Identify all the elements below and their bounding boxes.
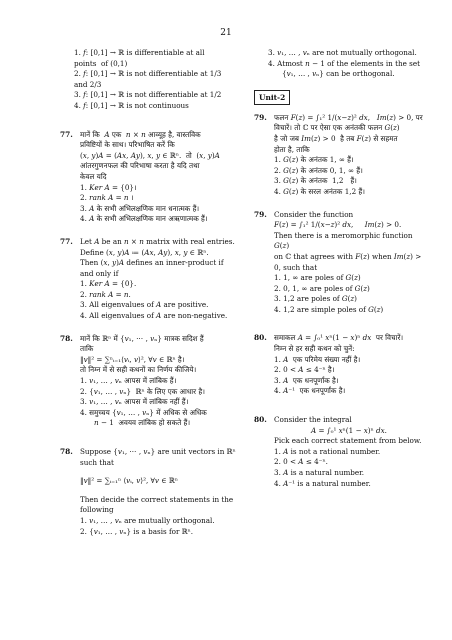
question-text: निम्न से हर सही कथन को चुनें: xyxy=(274,344,355,354)
question-number: 77. xyxy=(60,236,73,246)
question-80-hindi xyxy=(254,333,424,397)
question-text: 0, such that xyxy=(274,262,318,272)
formula: 𝐴 = ∫₀¹ 𝑥ⁿ(1 − 𝑥)ⁿ 𝑑𝑥. xyxy=(311,425,387,435)
question-number: 80. xyxy=(254,333,267,343)
option: 4. 𝐴 के सभी अभिलक्षणिक मान अऋणात्मक हैं। xyxy=(80,214,208,224)
question-text: होता है, ताकि xyxy=(274,144,310,154)
question-text: विचारें। तो ℂ पर ऐसा एक अनंतकी फलन 𝐺(𝑧) xyxy=(274,123,400,133)
option: 3. 𝑣₁, … , 𝑣ₙ आपस में लांबिक नहीं हैं। xyxy=(80,397,189,407)
option: 1. 1, ∞ are poles of 𝐺(𝑧) xyxy=(274,273,361,283)
formula: ‖𝑣‖² = ∑ᵢ₌₁ⁿ ⟨𝑣ᵢ, 𝑣⟩², ∀𝑣 ∈ ℝⁿ xyxy=(80,476,178,486)
question-78-english xyxy=(60,447,238,537)
question-text: such that xyxy=(80,457,114,467)
question-text: फलन 𝐹(𝑧) = ∫₁² 1/(𝑥−𝑧)² 𝑑𝑥, 𝐼𝑚(𝑧) > 0, पर xyxy=(274,112,423,122)
option: points of (0,1) xyxy=(74,58,128,68)
option: 3. All eigenvalues of 𝐴 are positive. xyxy=(80,300,209,310)
option: 1. 𝐴 is not a rational number. xyxy=(274,446,381,456)
question-79-hindi xyxy=(254,113,424,198)
option: 1. 𝑣₁, … , 𝑣ₙ आपस में लांबिक हैं। xyxy=(80,376,177,386)
option: 2. 0 < 𝐴 ≤ 4⁻ⁿ है। xyxy=(274,365,335,375)
option: 1. 𝐺(𝑧) के अनंतक 1, ∞ हैं। xyxy=(274,155,354,165)
question-text: Consider the function xyxy=(274,209,354,219)
option: 4. समुच्चय {𝑣₁, … , 𝑣ₙ} में अधिक से अधिक xyxy=(80,407,207,417)
option: 2. 𝐺(𝑧) के अनंतक 0, 1, ∞ हैं। xyxy=(274,165,363,175)
formula: ‖𝑣‖² = ∑ⁿᵢ₌₁⟨𝑣ᵢ, 𝑣⟩², ∀𝑣 ∈ ℝⁿ है। xyxy=(80,354,185,364)
question-text: (𝑥, 𝑦)𝐴 = (𝐴𝑥, 𝐴𝑦), 𝑥, 𝑦 ∈ ℝⁿ. तो (𝑥, 𝑦)𝐴 xyxy=(80,150,220,160)
question-text: Then there is a meromorphic function 𝐺(𝑧) xyxy=(274,230,415,251)
question-text: and only if xyxy=(80,268,119,278)
question-text: मानें कि 𝐴 एक 𝑛 × 𝑛 आव्यूह है, वास्तविक xyxy=(80,129,201,139)
question-text: समाकल 𝐴 = ∫₀¹ 𝑥ⁿ(1 − 𝑥)ⁿ 𝑑𝑥 पर विचारें। xyxy=(274,333,404,343)
question-text: Define (𝑥, 𝑦)𝐴 ≔ (𝐴𝑥, 𝐴𝑦), 𝑥, 𝑦 ∈ ℝⁿ. xyxy=(80,247,209,257)
option: 3. 𝐺(𝑧) के अनंतक 1,2 हैं। xyxy=(274,176,357,186)
option: 2. 0, 1, ∞ are poles of 𝐺(𝑧) xyxy=(274,283,370,293)
option: 3. 1,2 are poles of 𝐺(𝑧) xyxy=(274,294,357,304)
page-number: 21 xyxy=(220,28,232,38)
question-text: Then decide the correct statements in the xyxy=(80,494,234,504)
question-text: मानें कि ℝⁿ में {𝑣₁, ⋯ , 𝑣ₙ} मात्रक सदिश हैं xyxy=(80,333,204,343)
question-text: आंतरगुणनफल की परिभाषा करता है यदि तथा xyxy=(80,161,200,171)
question-text: Pick each correct statement from below. xyxy=(274,436,422,446)
left-column xyxy=(60,48,238,537)
option: 4. 𝐺(𝑧) के सरल अनंतक 1,2 हैं। xyxy=(274,186,365,196)
question-77-hindi xyxy=(60,130,238,225)
question-text: Suppose {𝑣₁, ⋯ , 𝑣ₙ} are unit vectors in ℝⁿ xyxy=(80,447,236,456)
option: 1. 𝐾𝑒𝑟 𝐴 = {0}। xyxy=(80,182,137,192)
prev-question-options xyxy=(60,48,238,112)
option: 4. 1,2 are simple poles of 𝐺(𝑧) xyxy=(274,304,384,314)
question-text: on ℂ that agrees with 𝐹(𝑧) when 𝐼𝑚(𝑧) > xyxy=(274,251,422,261)
option: 3. 𝑓: [0,1] → ℝ is not differentiable at 1/2 xyxy=(74,90,222,100)
option: 1. 𝐾𝑒𝑟 𝐴 = {0}. xyxy=(80,279,137,289)
option: 4. 𝑓: [0,1] → ℝ is not continuous xyxy=(74,100,189,110)
question-number: 78. xyxy=(60,333,73,343)
option: 4. 𝐴⁻¹ is a natural number. xyxy=(274,478,371,488)
option: 2. 0 < 𝐴 ≤ 4⁻ⁿ. xyxy=(274,457,328,467)
question-number: 78. xyxy=(60,447,73,456)
question-text: Consider the integral xyxy=(274,415,352,425)
option: 3. 𝐴 के सभी अभिलक्षणिक मान धनात्मक हैं। xyxy=(80,203,200,213)
option: 3. 𝐴 is a natural number. xyxy=(274,468,365,477)
unit-heading: Unit-2 xyxy=(254,90,290,105)
question-text: तो निम्न में से सही कथनों का निर्णय कीजिये। xyxy=(80,365,197,375)
question-80-english xyxy=(254,415,424,489)
question-78-hindi xyxy=(60,334,238,429)
question-number: 79. xyxy=(254,112,267,122)
question-77-english xyxy=(60,237,238,322)
question-number: 80. xyxy=(254,415,267,425)
right-column xyxy=(254,48,424,489)
question-text: Let 𝐴 be an 𝑛 × 𝑛 matrix with real entries. xyxy=(80,236,235,246)
formula: 𝐹(𝑧) = ∫₁² 1/(𝑥−𝑧)² 𝑑𝑥, 𝐼𝑚(𝑧) > 0. xyxy=(274,220,402,230)
option: 3. 𝐴 एक धनपूर्णांक है। xyxy=(274,375,339,385)
question-text: Then (𝑥, 𝑦)𝐴 defines an inner-product if xyxy=(80,258,224,268)
question-79-english xyxy=(254,210,424,316)
option: 1. 𝑣₁, … , 𝑣ₙ are mutually orthogonal. xyxy=(80,515,215,525)
option: 2. {𝑣₁, … , 𝑣ₙ} is a basis for ℝⁿ. xyxy=(80,526,194,536)
question-text: है जो जब 𝐼𝑚(𝑧) > 0 है तब 𝐹(𝑧) से सहमत xyxy=(274,133,398,143)
option: 3. 𝑣₁, … , 𝑣ₙ are not mutually orthogonal. xyxy=(268,48,417,57)
option: 4. 𝐴⁻¹ एक धनपूर्णांक है। xyxy=(274,386,346,396)
question-number: 79. xyxy=(254,209,267,219)
question-text: ताकि xyxy=(80,344,94,354)
option: and 2/3 xyxy=(74,79,102,89)
question-text: प्रविष्टियों के साथ। परिभाषित करें कि xyxy=(80,140,175,150)
option: 2. 𝑟𝑎𝑛𝑘 𝐴 = 𝑛. xyxy=(80,289,131,299)
option: 2. {𝑣₁, … , 𝑣ₙ} ℝⁿ के लिए एक आधार है। xyxy=(80,386,205,396)
option: {𝑣₁, … , 𝑣ₙ} can be orthogonal. xyxy=(282,69,395,79)
question-text: केवल यदि xyxy=(80,171,107,181)
option: 1. 𝐴 एक परिमेय संख्या नहीं है। xyxy=(274,354,361,364)
option: 4. All eigenvalues of 𝐴 are non-negative. xyxy=(80,311,228,321)
option: 𝑛 − 1 अवयव लांबिक हो सकते हैं। xyxy=(94,418,191,428)
option: 2. 𝑟𝑎𝑛𝑘 𝐴 = 𝑛 । xyxy=(80,193,134,203)
question-number: 77. xyxy=(60,129,73,139)
question-text: following xyxy=(80,505,114,515)
option: 1. 𝑓: [0,1] → ℝ is differentiable at all xyxy=(74,48,205,57)
continued-options xyxy=(254,48,424,80)
option: 2. 𝑓: [0,1] → ℝ is not differentiable at 1/3 xyxy=(74,69,222,79)
option: 4. Atmost 𝑛 − 1 of the elements in the set xyxy=(268,58,420,68)
